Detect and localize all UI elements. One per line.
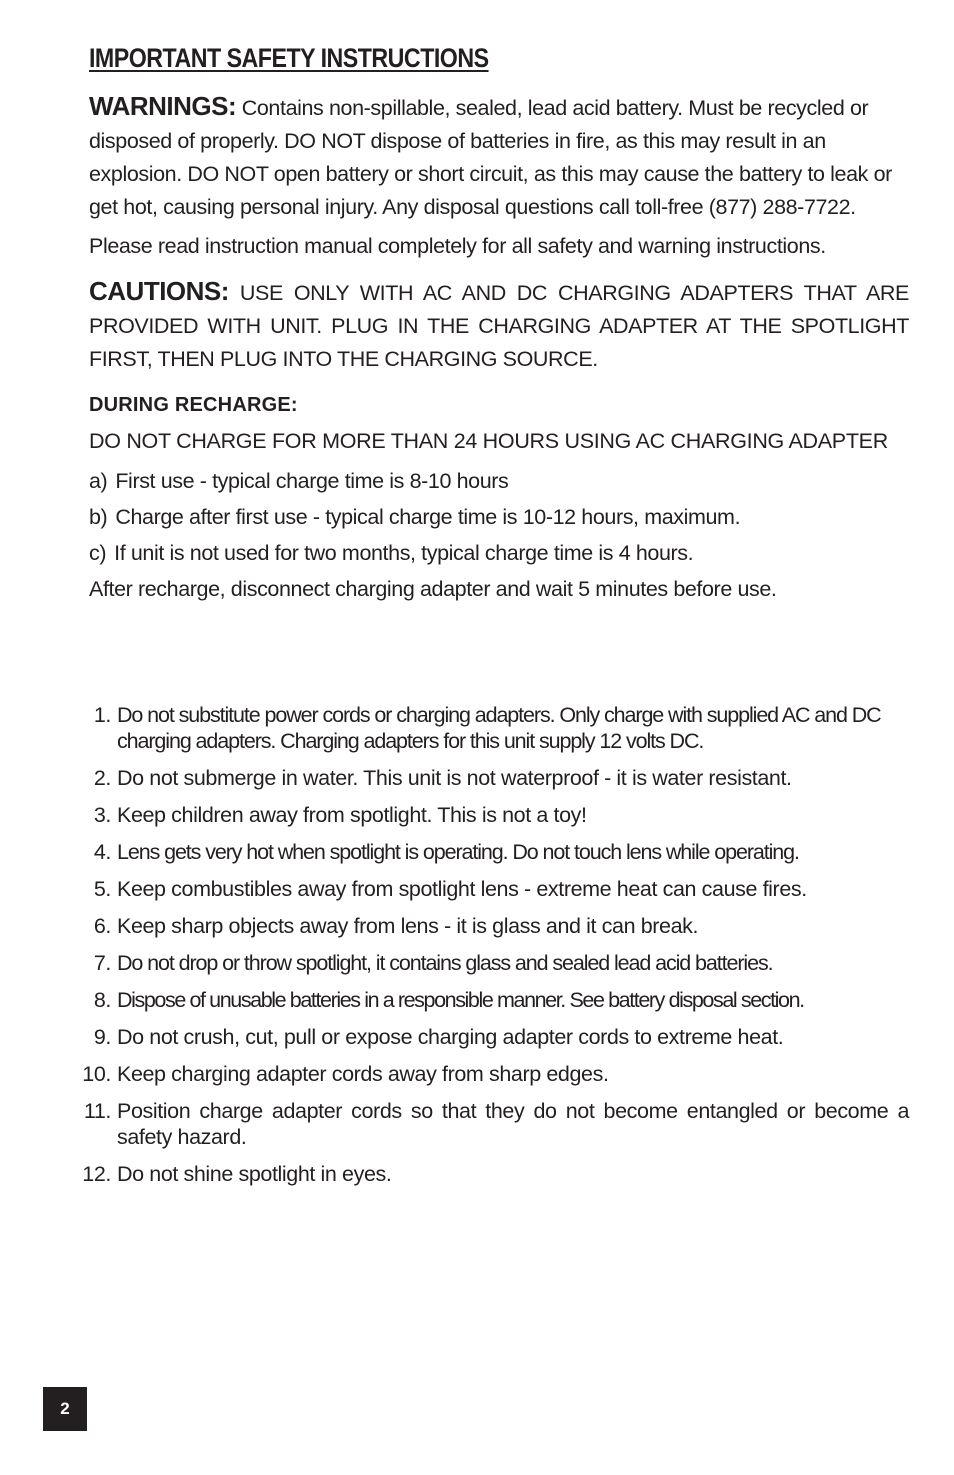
warnings-text: Contains non-spillable, sealed, lead acid battery. Must be recycled or disposed of properly. DO NOT dispose of batteries in fire, as this may result in an explosion. DO NOT open battery or short circuit, as this may cause the battery to leak or get hot, causing personal injury. Any disposal questions call toll-free (877) 288-7722. xyxy=(89,96,892,219)
after-recharge-note: After recharge, disconnect charging adapter and wait 5 minutes before use. xyxy=(89,577,777,601)
list-item xyxy=(70,702,909,754)
item-number: 1. xyxy=(93,703,111,727)
list-item xyxy=(70,1098,909,1150)
recharge-times-list xyxy=(89,463,909,571)
list-item xyxy=(70,913,909,939)
item-number: 7. xyxy=(93,951,111,975)
recharge-warning: DO NOT CHARGE FOR MORE THAN 24 HOURS USING AC CHARGING ADAPTER xyxy=(89,429,888,453)
list-marker: c) xyxy=(89,541,107,565)
list-item xyxy=(89,463,909,499)
warnings-paragraph xyxy=(89,90,909,224)
list-item xyxy=(70,765,909,791)
list-item xyxy=(89,499,909,535)
list-item xyxy=(70,1024,909,1050)
list-marker: b) xyxy=(89,505,108,529)
list-item xyxy=(89,535,909,571)
item-number: 8. xyxy=(93,988,111,1012)
item-number: 6. xyxy=(93,914,111,938)
item-text: Keep combustibles away from spotlight lens - extreme heat can cause fires. xyxy=(117,877,807,901)
item-text: Position charge adapter cords so that they do not become entangled or become a safety hazard. xyxy=(117,1099,909,1149)
item-text: Do not crush, cut, pull or expose charging adapter cords to extreme heat. xyxy=(117,1025,784,1049)
list-item xyxy=(70,1061,909,1087)
item-text: Do not shine spotlight in eyes. xyxy=(117,1162,392,1186)
item-number: 3. xyxy=(93,803,111,827)
item-number: 5. xyxy=(93,877,111,901)
item-number: 4. xyxy=(93,840,111,864)
page-number: 2 xyxy=(43,1387,87,1431)
item-text: Keep sharp objects away from lens - it is glass and it can break. xyxy=(117,914,699,938)
list-item-text: Charge after first use - typical charge time is 10-12 hours, maximum. xyxy=(115,505,741,529)
list-item xyxy=(70,950,909,976)
warnings-label: WARNINGS: xyxy=(89,91,237,121)
safety-rules-list xyxy=(70,702,909,1198)
item-text: Dispose of unusable batteries in a responsible manner. See battery disposal section. xyxy=(117,988,804,1012)
item-number: 11. xyxy=(83,1099,111,1123)
read-manual-note: Please read instruction manual completely for all safety and warning instructions. xyxy=(89,234,826,258)
item-text: Do not substitute power cords or charging adapters. Only charge with supplied AC and DC charging adapters. Charging adapters for this unit supply 12 volts DC. xyxy=(117,703,881,753)
cautions-paragraph xyxy=(89,275,909,376)
cautions-label: CAUTIONS: xyxy=(89,276,229,306)
item-number: 12. xyxy=(82,1162,111,1186)
item-number: 10. xyxy=(82,1062,111,1086)
list-item xyxy=(70,876,909,902)
item-number: 9. xyxy=(93,1025,111,1049)
list-item xyxy=(70,1161,909,1187)
page-content xyxy=(89,40,909,607)
item-number: 2. xyxy=(93,766,111,790)
page-title: IMPORTANT SAFETY INSTRUCTIONS xyxy=(89,43,489,73)
list-item-text: First use - typical charge time is 8-10 hours xyxy=(115,469,509,493)
item-text: Keep charging adapter cords away from sharp edges. xyxy=(117,1062,609,1086)
list-item xyxy=(70,839,909,865)
list-item-text: If unit is not used for two months, typical charge time is 4 hours. xyxy=(114,541,694,565)
list-item xyxy=(70,987,909,1013)
item-text: Do not submerge in water. This unit is not waterproof - it is water resistant. xyxy=(117,766,792,790)
item-text: Keep children away from spotlight. This is not a toy! xyxy=(117,803,587,827)
cautions-text: USE ONLY WITH AC AND DC CHARGING ADAPTERS THAT ARE PROVIDED WITH UNIT. PLUG IN THE CHARGING ADAPTER AT THE SPOTLIGHT FIRST, THEN PLUG INTO THE CHARGING SOURCE. xyxy=(89,281,910,371)
list-item xyxy=(70,802,909,828)
item-text: Do not drop or throw spotlight, it contains glass and sealed lead acid batteries. xyxy=(117,951,773,975)
list-marker: a) xyxy=(89,469,108,493)
item-text: Lens gets very hot when spotlight is operating. Do not touch lens while operating. xyxy=(117,840,799,864)
during-recharge-heading: DURING RECHARGE: xyxy=(89,394,298,416)
